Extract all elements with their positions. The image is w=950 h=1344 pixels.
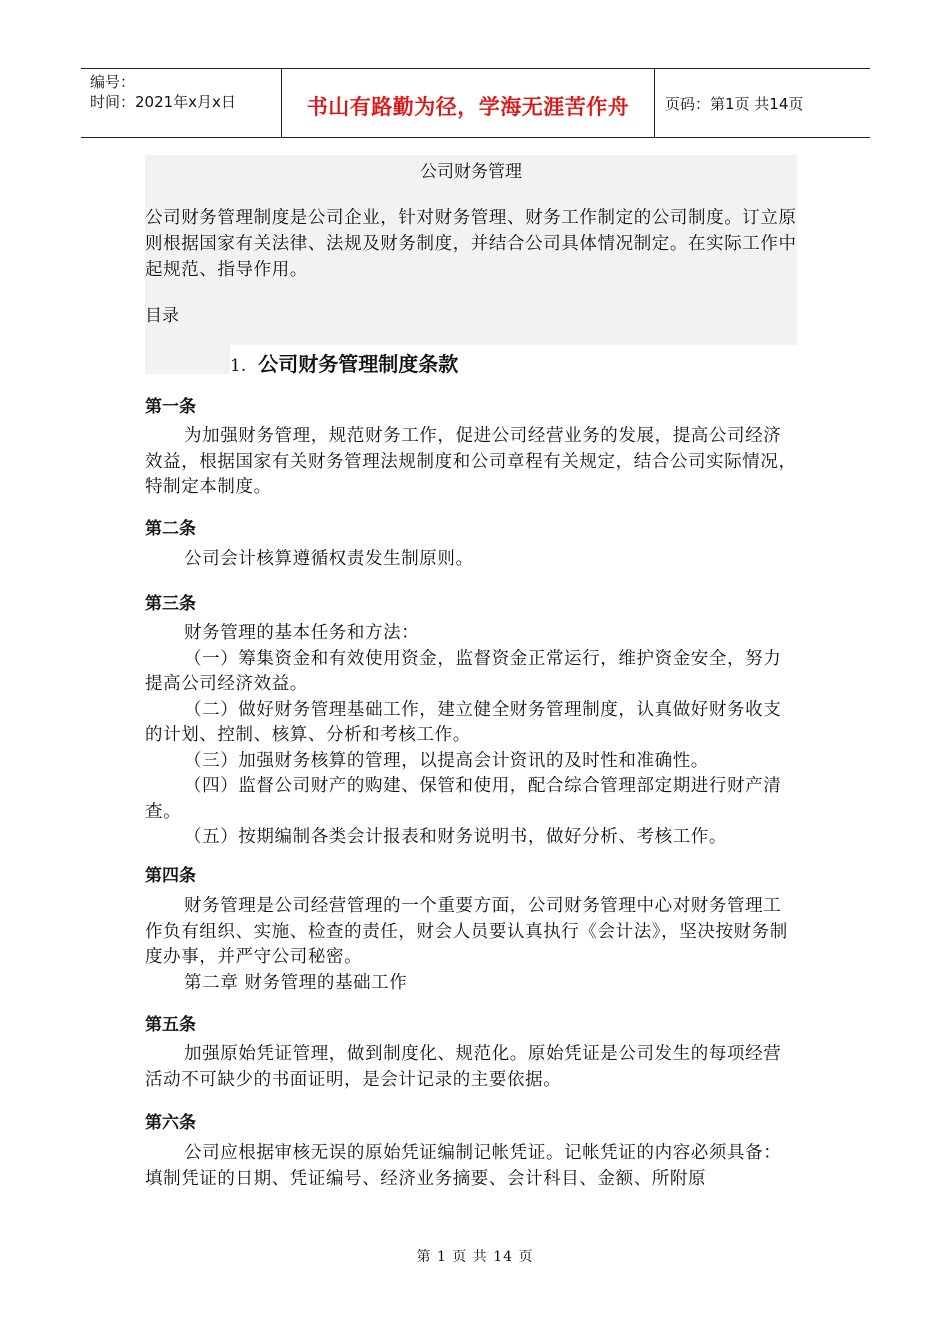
shaded-band-left — [145, 328, 230, 374]
article-3-item-4: （四）监督公司财产的购建、保管和使用，配合综合管理部定期进行财产清查。 — [145, 776, 782, 822]
article-3-item-5: （五）按期编制各类会计报表和财务说明书，做好分析、考核工作。 — [184, 827, 727, 847]
section-heading — [230, 350, 458, 380]
article-3-item-2: （二）做好财务管理基础工作，建立健全财务管理制度，认真做好财务收支的计划、控制、核算、分析和考核工作。 — [145, 699, 782, 745]
article-3-body — [145, 621, 797, 851]
page-header — [81, 68, 870, 138]
article-2-body — [145, 547, 797, 573]
document-title: 公司财务管理 — [420, 162, 522, 182]
header-motto: 书山有路勤为径，学海无涯苦作舟 — [306, 95, 630, 119]
article-1-body — [145, 424, 797, 501]
document-number-label: 编号： — [90, 73, 136, 91]
article-4-text: 财务管理是公司经营管理的一个重要方面，公司财务管理中心对财务管理工作负有组织、实施、检查的责任，财会人员要认真执行《会计法》，坚决按财务制度办事，并严守公司秘密。 — [145, 896, 788, 967]
article-1-text: 为加强财务管理，规范财务工作，促进公司经营业务的发展，提高公司经济效益，根据国家有关财务管理法规制度和公司章程有关规定，结合公司实际情况，特制定本制度。 — [145, 426, 797, 497]
toc-label: 目录 — [145, 306, 179, 326]
article-5-title: 第五条 — [145, 1015, 196, 1035]
section-number: 1. — [230, 356, 247, 376]
article-6-title: 第六条 — [145, 1113, 196, 1133]
section-title: 公司财务管理制度条款 — [258, 352, 459, 376]
intro-block — [145, 205, 797, 283]
intro-paragraph: 公司财务管理制度是公司企业，针对财务管理、财务工作制定的公司制度。订立原则根据国家有关法律、法规及财务制度，并结合公司具体情况制定。在实际工作中起规范、指导作用。 — [145, 208, 797, 280]
article-4-title: 第四条 — [145, 866, 196, 886]
header-motto-cell — [282, 69, 655, 137]
chapter-2-heading: 第二章 财务管理的基础工作 — [184, 972, 408, 993]
header-page-label: 页码：第1页 共14页 — [665, 95, 804, 113]
document-time-label: 时间：2021年x月x日 — [90, 93, 236, 111]
article-2-title: 第二条 — [145, 519, 196, 539]
header-page-cell — [655, 69, 870, 137]
header-info-cell — [81, 69, 282, 137]
article-6-text: 公司应根据审核无误的原始凭证编制记帐凭证。记帐凭证的内容必须具备：填制凭证的日期、凭证编号、经济业务摘要、会计科目、金额、所附原 — [145, 1143, 782, 1189]
article-4-body — [145, 894, 797, 996]
page-footer: 第 1 页 共 14 页 — [416, 1249, 534, 1265]
article-3-title: 第三条 — [145, 594, 196, 614]
article-3-item-1: （一）筹集资金和有效使用资金，监督资金正常运行，维护资金安全，努力提高公司经济效益。 — [145, 648, 782, 694]
article-1-title: 第一条 — [145, 397, 196, 417]
article-2-text: 公司会计核算遵循权责发生制原则。 — [184, 549, 474, 569]
article-3-item-3: （三）加强财务核算的管理，以提高会计资讯的及时性和准确性。 — [184, 750, 709, 771]
article-5-text: 加强原始凭证管理，做到制度化、规范化。原始凭证是公司发生的每项经营活动不可缺少的书面证明，是会计记录的主要依据。 — [145, 1044, 782, 1090]
article-5-body — [145, 1042, 797, 1093]
article-6-body — [145, 1141, 797, 1192]
article-3-line: 财务管理的基本任务和方法： — [184, 623, 420, 643]
